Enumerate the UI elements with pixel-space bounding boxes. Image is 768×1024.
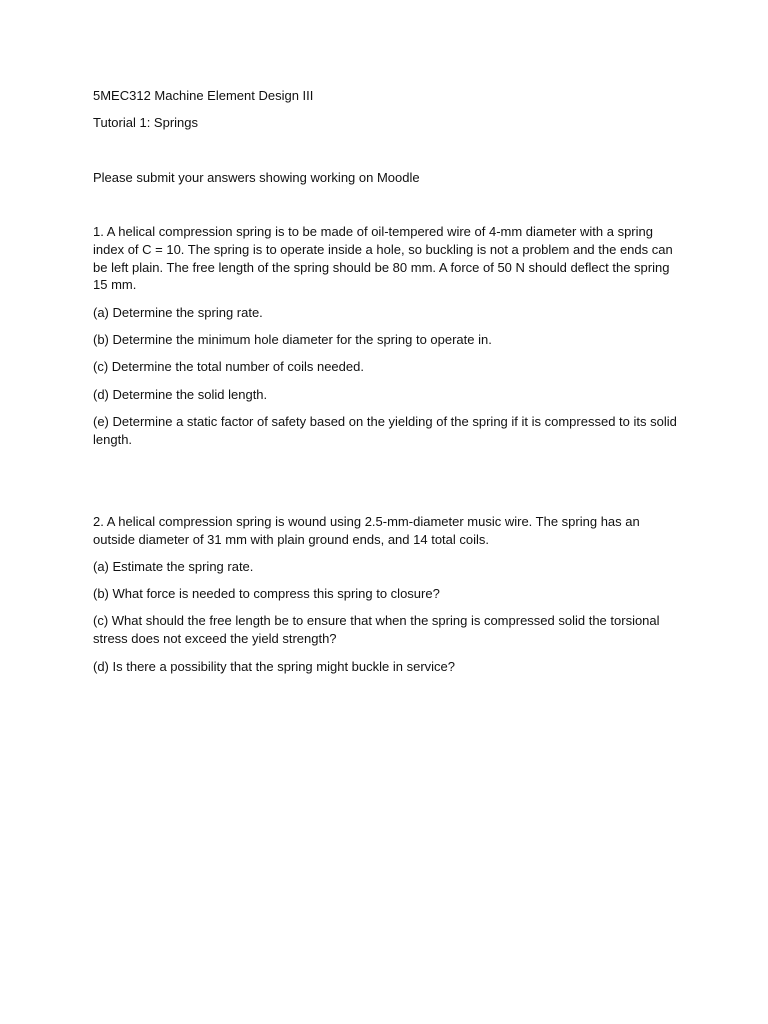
question-2-part-a: (a) Estimate the spring rate. [93, 559, 254, 574]
question-1-part-e: (e) Determine a static factor of safety based on the yielding of the spring if it is compressed to its solid length. [93, 414, 677, 447]
question-1-part-a: (a) Determine the spring rate. [93, 305, 263, 320]
question-2-part-b: (b) What force is needed to compress this spring to closure? [93, 586, 440, 601]
question-1-text: 1. A helical compression spring is to be made of oil-tempered wire of 4-mm diameter with a spring index of C = 10. The spring is to operate inside a hole, so buckling is not a problem and the ends can be left plain. The free length of the spring should be 80 mm. A force of 50 N should deflect the spring 15 mm. [93, 224, 673, 293]
tutorial-title: Tutorial 1: Springs [93, 115, 199, 130]
course-title: 5MEC312 Machine Element Design III [93, 88, 314, 103]
question-2-text: 2. A helical compression spring is wound using 2.5-mm-diameter music wire. The spring has an outside diameter of 31 mm with plain ground ends, and 14 total coils. [93, 514, 640, 547]
question-1-part-d: (d) Determine the solid length. [93, 387, 268, 402]
submission-instructions: Please submit your answers showing working on Moodle [93, 170, 420, 185]
question-2-part-d: (d) Is there a possibility that the spring might buckle in service? [93, 659, 456, 674]
question-1-part-b: (b) Determine the minimum hole diameter for the spring to operate in. [93, 332, 492, 347]
question-2-part-c: (c) What should the free length be to ensure that when the spring is compressed solid the torsional stress does not exceed the yield strength? [93, 613, 660, 646]
question-1-part-c: (c) Determine the total number of coils needed. [93, 359, 364, 374]
